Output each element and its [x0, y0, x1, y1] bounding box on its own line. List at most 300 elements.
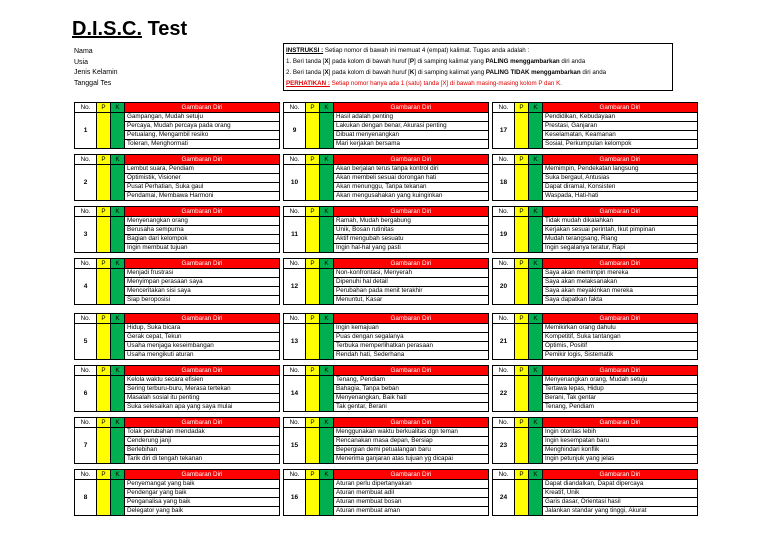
statement-item: Akan menunggu, Tanpa tekanan [334, 183, 488, 192]
statement-item: Terbuka memperlihatkan perasaan [334, 342, 488, 351]
header-p: P [306, 155, 320, 164]
question-body [74, 376, 280, 412]
question-body [492, 428, 698, 464]
question-block-1 [74, 102, 280, 149]
statement-item: Suka selesaikan apa yang saya mulai [127, 403, 233, 410]
instructions-line-2: 2. Beri tanda [X] pada kolom di bawah huruf [K] di samping kalimat yang PALING TIDAK menggambarkan diri anda [286, 69, 607, 76]
statement-list [125, 217, 279, 252]
question-header [492, 313, 698, 324]
header-description: Gambaran Diri [125, 366, 279, 375]
statement-item: Aturan perlu dipertanyakan [334, 480, 488, 489]
statement-item: Menjadi frustrasi [125, 269, 279, 278]
question-block-15 [283, 417, 489, 464]
statement-item: Aturan membuat adil [334, 489, 488, 498]
header-description: Gambaran Diri [543, 207, 697, 216]
statement-item: Akan mengusahakan yang kuinginkan [336, 192, 443, 199]
statement-item: Aktif mengubah sesuatu [334, 235, 488, 244]
statement-list [334, 428, 488, 463]
question-number: 7 [75, 428, 97, 463]
p-answer-cell[interactable] [515, 324, 529, 359]
question-body [492, 217, 698, 253]
statement-item: Tertawa lepas, Hidup [543, 385, 697, 394]
question-body [492, 324, 698, 360]
k-answer-cell[interactable] [111, 428, 125, 463]
statement-item: Lakukan dengan benar, Akurasi penting [334, 122, 488, 131]
header-no: No. [493, 366, 515, 375]
statement-item: Masalah sosial itu penting [125, 394, 279, 403]
statement-item: Sering terburu-buru, Merasa tertekan [125, 385, 279, 394]
statement-item: Puas dengan segalanya [334, 333, 488, 342]
k-answer-cell[interactable] [111, 269, 125, 304]
header-no: No. [493, 155, 515, 164]
header-no: No. [284, 207, 306, 216]
header-p: P [97, 207, 111, 216]
header-description: Gambaran Diri [334, 470, 488, 479]
header-description: Gambaran Diri [125, 155, 279, 164]
statement-item: Rendah hati, Sederhana [336, 351, 405, 358]
statement-item: Menyenangkan, Baik hati [334, 394, 488, 403]
statement-item: Tak gentar, Berani [336, 403, 387, 410]
statement-item: Hasil adalah penting [334, 113, 488, 122]
title-prefix: D.I.S.C. [72, 18, 143, 40]
question-header [283, 258, 489, 269]
statement-item: Toleran, Menghormati [127, 140, 188, 147]
instructions-intro: INSTRUKSI : Setiap nomor di bawah ini memuat 4 (empat) kalimat. Tugas anda adalah : [286, 47, 530, 54]
statement-item: Menuntut, Kasar [336, 296, 383, 303]
statement-list [125, 269, 279, 304]
p-answer-cell[interactable] [515, 269, 529, 304]
question-block-4 [74, 258, 280, 305]
question-block-5 [74, 313, 280, 360]
header-k: K [529, 103, 543, 112]
question-block-8 [74, 469, 280, 516]
k-answer-cell[interactable] [320, 324, 334, 359]
p-answer-cell[interactable] [515, 376, 529, 411]
question-block-14 [283, 365, 489, 412]
statement-item: Jalankan standar yang tinggi, Akurat [545, 507, 647, 514]
statement-item: Kerjakan sesuai perintah, Ikut pimpinan [543, 226, 697, 235]
statement-item: Pendamai, Membawa Harmoni [127, 192, 214, 199]
k-answer-cell[interactable] [529, 269, 543, 304]
question-body [283, 324, 489, 360]
question-number: 12 [284, 269, 306, 304]
question-body [74, 428, 280, 464]
question-header [492, 206, 698, 217]
question-number: 14 [284, 376, 306, 411]
question-block-23 [492, 417, 698, 464]
question-body [283, 376, 489, 412]
question-block-18 [492, 154, 698, 201]
header-p: P [306, 207, 320, 216]
header-p: P [515, 155, 529, 164]
statement-item: Mudah terangsang, Riang [543, 235, 697, 244]
statement-item: Gerak cepat, Tekun [125, 333, 279, 342]
question-number: 16 [284, 480, 306, 515]
statement-item: Kreatif, Unik [543, 489, 697, 498]
statement-list [543, 376, 697, 411]
header-k: K [111, 259, 125, 268]
question-body [283, 269, 489, 305]
question-body [492, 480, 698, 516]
p-answer-cell[interactable] [515, 428, 529, 463]
question-number: 20 [493, 269, 515, 304]
p-answer-cell[interactable] [306, 480, 320, 515]
statement-item: Non-konfrontasi, Menyerah [334, 269, 488, 278]
header-description: Gambaran Diri [543, 418, 697, 427]
statement-item: Pendidikan, Kebudayaan [543, 113, 697, 122]
header-no: No. [493, 314, 515, 323]
header-no: No. [493, 207, 515, 216]
statement-item: Kelola waktu secara efisien [125, 376, 279, 385]
statement-list [334, 217, 488, 252]
question-body [74, 269, 280, 305]
header-description: Gambaran Diri [543, 155, 697, 164]
statement-item: Akan membeli sesuai dorongan hati [334, 174, 488, 183]
statement-list [543, 217, 697, 252]
header-p: P [515, 207, 529, 216]
header-k: K [111, 366, 125, 375]
k-answer-cell[interactable] [111, 376, 125, 411]
k-answer-cell[interactable] [111, 165, 125, 200]
header-no: No. [493, 418, 515, 427]
statement-item: Usaha mengikuti aturan [127, 351, 194, 358]
statement-item: Mari kerjakan bersama [336, 140, 401, 147]
k-answer-cell[interactable] [529, 217, 543, 252]
p-answer-cell[interactable] [306, 376, 320, 411]
question-block-17 [492, 102, 698, 149]
p-answer-cell[interactable] [97, 480, 111, 515]
p-answer-cell[interactable] [97, 324, 111, 359]
statement-item: Memikirkan orang dahulu [543, 324, 697, 333]
instructions-line-1: 1. Beri tanda [X] pada kolom di bawah huruf [P] di samping kalimat yang PALING menggambarkan diri anda [286, 58, 586, 65]
question-block-20 [492, 258, 698, 305]
question-header [283, 469, 489, 480]
header-description: Gambaran Diri [125, 207, 279, 216]
question-header [492, 154, 698, 165]
question-block-2 [74, 154, 280, 201]
question-body [74, 113, 280, 149]
header-k: K [529, 155, 543, 164]
question-number: 1 [75, 113, 97, 148]
statement-item: Pemikir logis, Sistematik [545, 351, 614, 358]
instructions-box [283, 43, 673, 91]
question-number: 15 [284, 428, 306, 463]
header-k: K [320, 366, 334, 375]
question-number: 10 [284, 165, 306, 200]
question-header [74, 102, 280, 113]
header-k: K [320, 470, 334, 479]
statement-item: Hidup, Suka bicara [125, 324, 279, 333]
statement-item: Optimistik, Visioner [125, 174, 279, 183]
question-body [74, 165, 280, 201]
question-header [492, 417, 698, 428]
header-p: P [97, 103, 111, 112]
statement-item: Akan berjalan terus tanpa kontrol diri [334, 165, 488, 174]
question-header [283, 206, 489, 217]
statement-item: Dibuat menyenangkan [334, 131, 488, 140]
statement-item: Tolak perubahan mendadak [125, 428, 279, 437]
header-description: Gambaran Diri [125, 259, 279, 268]
p-answer-cell[interactable] [97, 376, 111, 411]
statement-list [125, 428, 279, 463]
question-body [492, 113, 698, 149]
statement-item: Dipenuhi hal detail [334, 278, 488, 287]
statement-item: Menyimpan perasaan saya [125, 278, 279, 287]
question-block-3 [74, 206, 280, 253]
header-k: K [529, 418, 543, 427]
statement-item: Dapat diandalkan, Dapat dipercaya [543, 480, 697, 489]
header-k: K [320, 259, 334, 268]
question-header [74, 206, 280, 217]
statement-item: Waspada, Hati-hati [545, 192, 599, 199]
statement-item: Gampangan, Mudah setuju [125, 113, 279, 122]
question-block-21 [492, 313, 698, 360]
statement-item: Aturan membuat aman [336, 507, 401, 514]
header-description: Gambaran Diri [125, 103, 279, 112]
p-answer-cell[interactable] [515, 113, 529, 148]
header-description: Gambaran Diri [543, 259, 697, 268]
statement-item: Ingin segalanya teratur, Rapi [545, 244, 626, 251]
header-p: P [515, 259, 529, 268]
statement-list [125, 165, 279, 200]
statement-item: Penganalisa yang baik [125, 498, 279, 507]
question-number: 9 [284, 113, 306, 148]
statement-list [543, 428, 697, 463]
statement-item: Ingin kemajuan [334, 324, 488, 333]
header-p: P [306, 314, 320, 323]
statement-item: Memimpin, Pendekatan langsung [543, 165, 697, 174]
p-answer-cell[interactable] [97, 165, 111, 200]
statement-item: Saya akan memimpin mereka [543, 269, 697, 278]
statement-list [125, 376, 279, 411]
header-k: K [320, 418, 334, 427]
statement-item: Bahagia, Tanpa beban [334, 385, 488, 394]
header-k: K [111, 155, 125, 164]
k-answer-cell[interactable] [111, 113, 125, 148]
question-block-12 [283, 258, 489, 305]
question-header [74, 154, 280, 165]
question-number: 18 [493, 165, 515, 200]
question-number: 21 [493, 324, 515, 359]
statement-item: Prestasi, Ganjaran [543, 122, 697, 131]
statement-item: Saya akan melaksanakan [543, 278, 697, 287]
statement-item: Menyenangkan orang [125, 217, 279, 226]
k-answer-cell[interactable] [320, 269, 334, 304]
question-body [74, 324, 280, 360]
statement-item: Menyenangkan orang, Mudah setuju [543, 376, 697, 385]
statement-item: Usaha menjaga keseimbangan [125, 342, 279, 351]
header-k: K [111, 470, 125, 479]
header-p: P [306, 366, 320, 375]
header-no: No. [284, 314, 306, 323]
statement-item: Penyemangat yang baik [125, 480, 279, 489]
statement-item: Petualang, Mengambil resiko [125, 131, 279, 140]
p-answer-cell[interactable] [97, 113, 111, 148]
header-p: P [515, 470, 529, 479]
question-body [283, 428, 489, 464]
question-block-19 [492, 206, 698, 253]
header-k: K [111, 207, 125, 216]
p-answer-cell[interactable] [306, 428, 320, 463]
p-answer-cell[interactable] [97, 269, 111, 304]
header-no: No. [284, 259, 306, 268]
k-answer-cell[interactable] [529, 480, 543, 515]
header-description: Gambaran Diri [125, 314, 279, 323]
question-number: 8 [75, 480, 97, 515]
statement-item: Bagian dari kelompok [125, 235, 279, 244]
question-block-11 [283, 206, 489, 253]
k-answer-cell[interactable] [529, 428, 543, 463]
header-p: P [97, 470, 111, 479]
statement-list [125, 324, 279, 359]
statement-list [125, 113, 279, 148]
statement-item: Ingin otoritas lebih [543, 428, 697, 437]
identity-field-age[interactable]: Usia [74, 58, 89, 66]
header-k: K [111, 418, 125, 427]
statement-item: Siap beroposisi [127, 296, 171, 303]
statement-item: Delegator yang baik [127, 507, 184, 514]
p-answer-cell[interactable] [306, 165, 320, 200]
statement-list [334, 480, 488, 515]
question-number: 4 [75, 269, 97, 304]
page-title [72, 18, 187, 41]
statement-list [543, 113, 697, 148]
question-body [283, 217, 489, 253]
question-body [492, 269, 698, 305]
question-header [492, 365, 698, 376]
header-p: P [515, 314, 529, 323]
header-description: Gambaran Diri [125, 418, 279, 427]
header-p: P [515, 103, 529, 112]
question-header [283, 102, 489, 113]
header-p: P [515, 366, 529, 375]
question-block-16 [283, 469, 489, 516]
question-header [492, 258, 698, 269]
k-answer-cell[interactable] [529, 376, 543, 411]
header-no: No. [284, 470, 306, 479]
question-block-24 [492, 469, 698, 516]
question-body [492, 165, 698, 201]
header-k: K [111, 103, 125, 112]
statement-item: Berusaha sempurna [125, 226, 279, 235]
header-no: No. [75, 155, 97, 164]
header-description: Gambaran Diri [543, 103, 697, 112]
p-answer-cell[interactable] [306, 324, 320, 359]
header-description: Gambaran Diri [125, 470, 279, 479]
question-header [74, 365, 280, 376]
header-p: P [306, 418, 320, 427]
header-no: No. [284, 418, 306, 427]
p-answer-cell[interactable] [515, 480, 529, 515]
question-number: 13 [284, 324, 306, 359]
statement-item: Perubahan pada menit terakhir [334, 287, 488, 296]
statement-list [543, 269, 697, 304]
k-answer-cell[interactable] [529, 324, 543, 359]
header-no: No. [284, 366, 306, 375]
header-k: K [529, 207, 543, 216]
statement-item: Tarik diri di tengah tekanan [127, 455, 203, 462]
statement-item: Ingin kesempatan baru [543, 437, 697, 446]
question-number: 22 [493, 376, 515, 411]
header-description: Gambaran Diri [543, 314, 697, 323]
statement-list [334, 269, 488, 304]
statement-item: Lembut suara, Pendiam [125, 165, 279, 174]
statement-item: Optimis, Positif [543, 342, 697, 351]
header-k: K [529, 259, 543, 268]
header-no: No. [284, 155, 306, 164]
header-no: No. [75, 366, 97, 375]
p-answer-cell[interactable] [306, 113, 320, 148]
statement-item: Tenang, Pendiam [545, 403, 595, 410]
p-answer-cell[interactable] [306, 217, 320, 252]
identity-fields [74, 47, 118, 89]
question-header [283, 154, 489, 165]
statement-list [334, 376, 488, 411]
question-header [492, 469, 698, 480]
p-answer-cell[interactable] [97, 428, 111, 463]
header-p: P [97, 155, 111, 164]
k-answer-cell[interactable] [111, 480, 125, 515]
statement-item: Pendengar yang baik [125, 489, 279, 498]
k-answer-cell[interactable] [111, 324, 125, 359]
identity-field-date[interactable]: Tanggal Tes [74, 79, 112, 87]
statement-item: Menerima ganjaran atas tujuan yg dicapai [336, 455, 453, 462]
header-no: No. [493, 470, 515, 479]
k-answer-cell[interactable] [111, 217, 125, 252]
question-header [74, 258, 280, 269]
statement-item: Suka bergaul, Antusias [543, 174, 697, 183]
p-answer-cell[interactable] [515, 217, 529, 252]
header-description: Gambaran Diri [334, 418, 488, 427]
k-answer-cell[interactable] [529, 113, 543, 148]
question-header [283, 365, 489, 376]
statement-item: Sosial, Perkumpulan kelompok [545, 140, 632, 147]
question-body [74, 217, 280, 253]
statement-item: Saya akan meyakinkan mereka [543, 287, 697, 296]
k-answer-cell[interactable] [320, 428, 334, 463]
k-answer-cell[interactable] [320, 217, 334, 252]
question-body [283, 165, 489, 201]
header-k: K [320, 155, 334, 164]
statement-item: Menggunakan waktu berkualitas dgn teman [334, 428, 488, 437]
statement-item: Percaya, Mudah percaya pada orang [125, 122, 279, 131]
identity-field-name[interactable]: Nama [74, 48, 93, 55]
p-answer-cell[interactable] [306, 269, 320, 304]
header-p: P [97, 366, 111, 375]
k-answer-cell[interactable] [529, 165, 543, 200]
header-p: P [97, 314, 111, 323]
header-no: No. [75, 418, 97, 427]
header-no: No. [493, 103, 515, 112]
question-header [74, 469, 280, 480]
question-number: 17 [493, 113, 515, 148]
header-no: No. [284, 103, 306, 112]
statement-item: Keselamatan, Keamanan [543, 131, 697, 140]
statement-item: Ingin hal-hal yang pasti [336, 244, 401, 251]
header-k: K [320, 207, 334, 216]
header-description: Gambaran Diri [334, 207, 488, 216]
k-answer-cell[interactable] [320, 165, 334, 200]
p-answer-cell[interactable] [97, 217, 111, 252]
header-k: K [320, 314, 334, 323]
k-answer-cell[interactable] [320, 113, 334, 148]
p-answer-cell[interactable] [515, 165, 529, 200]
question-body [74, 480, 280, 516]
k-answer-cell[interactable] [320, 480, 334, 515]
statement-item: Menghindari konflik [543, 446, 697, 455]
identity-field-gender[interactable]: Jenis Kelamin [74, 69, 118, 76]
k-answer-cell[interactable] [320, 376, 334, 411]
